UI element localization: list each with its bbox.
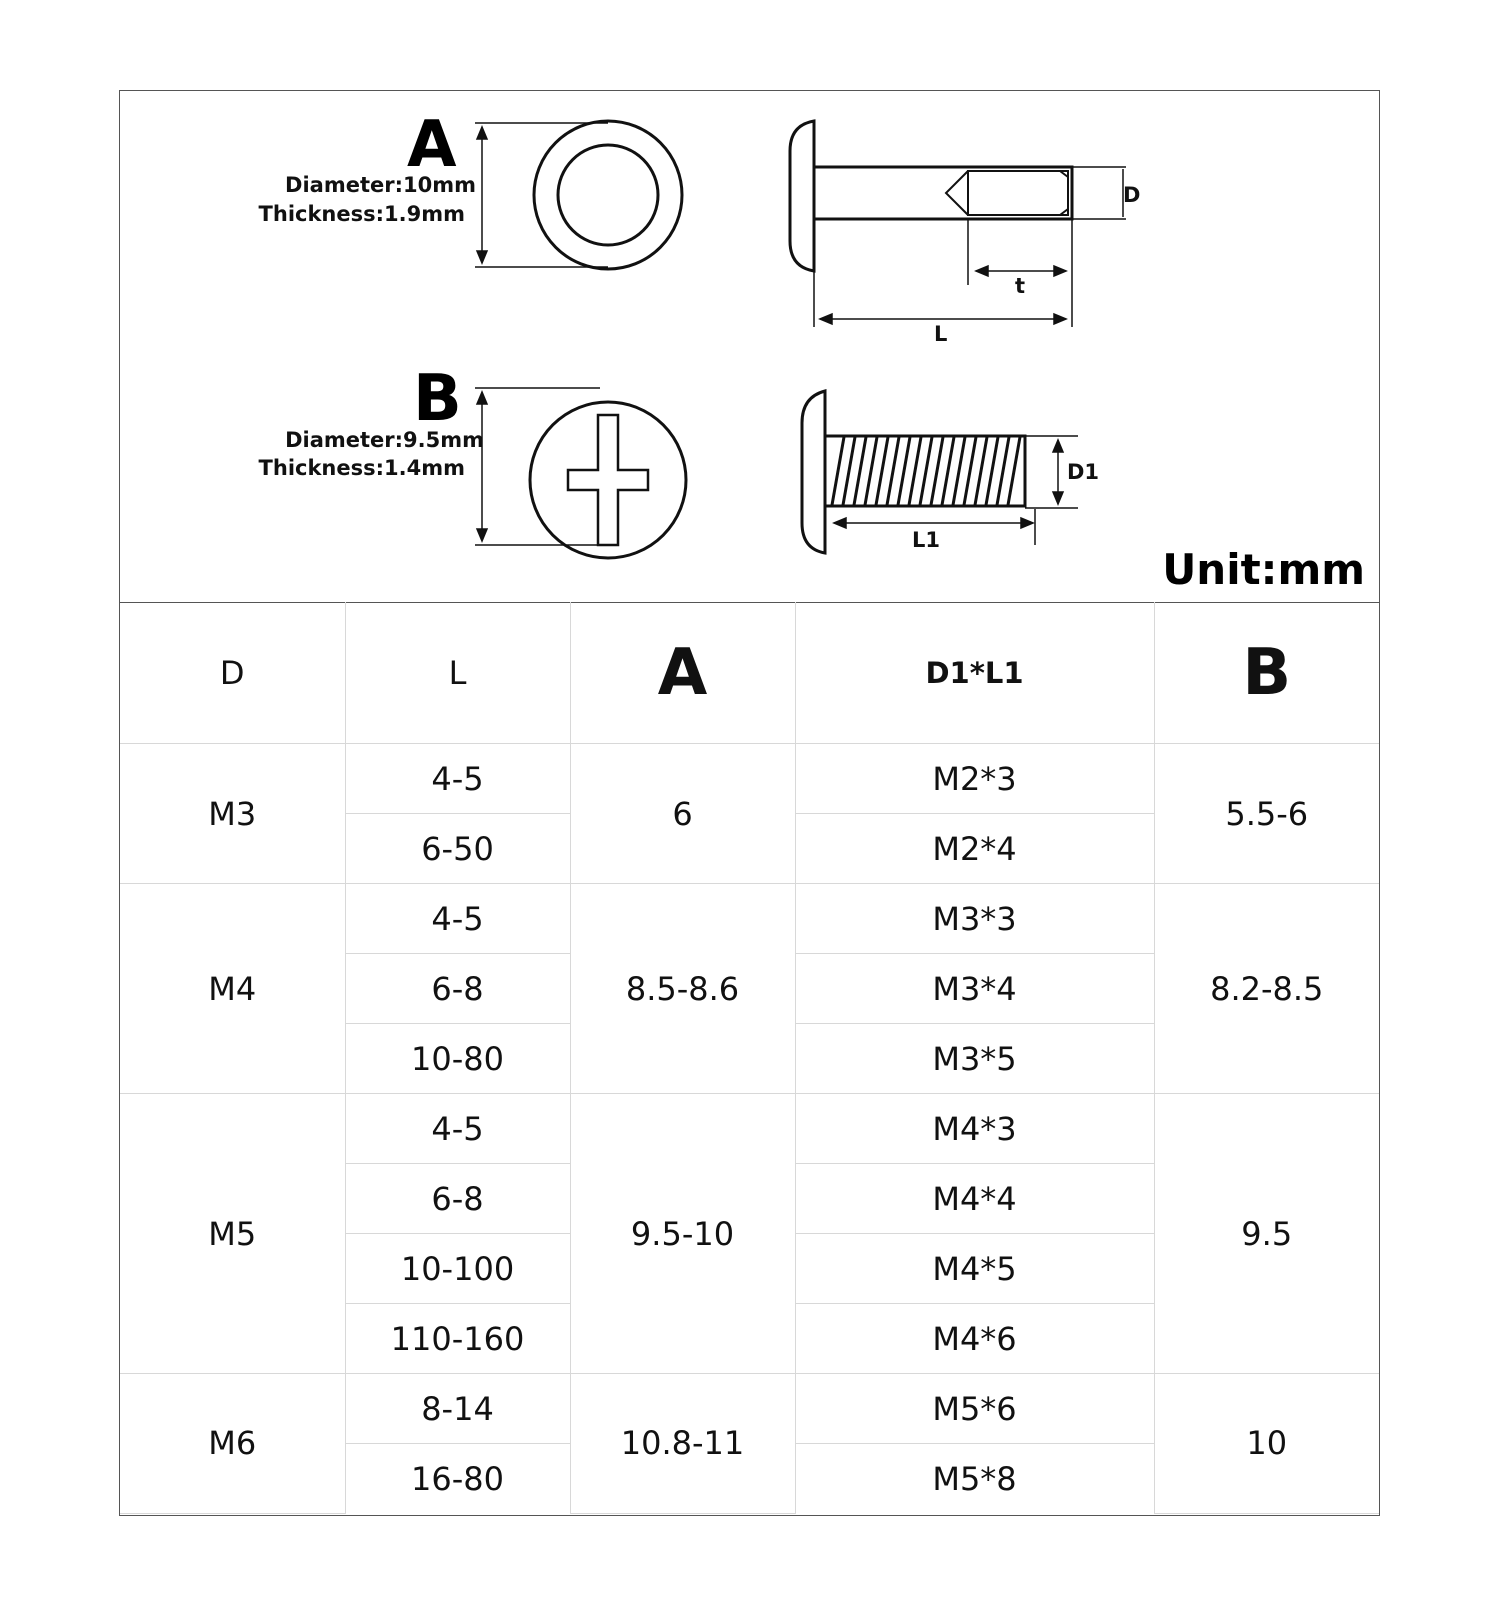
dim-d-label: D bbox=[1123, 183, 1141, 207]
cell-d1-l1: M3*5 bbox=[795, 1024, 1154, 1094]
screw-a-side-cone bbox=[946, 171, 968, 215]
cell-l: 4-5 bbox=[345, 1094, 570, 1164]
dim-t-arrow-right bbox=[1054, 266, 1066, 276]
thread-line bbox=[986, 437, 998, 505]
screw-b-head-circle bbox=[530, 402, 686, 558]
table-header-row bbox=[120, 603, 1379, 744]
thread-line bbox=[843, 437, 855, 505]
dim-d1-label: D1 bbox=[1067, 460, 1100, 484]
dim-l1-label: L1 bbox=[912, 528, 940, 552]
dim-d1-arrow-top bbox=[1053, 440, 1063, 452]
screw-b-thickness: Thickness:1.4mm bbox=[258, 456, 465, 480]
cell-l: 6-8 bbox=[345, 954, 570, 1024]
cell-d1-l1: M4*4 bbox=[795, 1164, 1154, 1234]
cell-d1-l1: M3*3 bbox=[795, 884, 1154, 954]
dim-b-arrow-bottom bbox=[477, 529, 487, 541]
cell-d1-l1: M3*4 bbox=[795, 954, 1154, 1024]
thread-line bbox=[1008, 437, 1020, 505]
cell-b: 10 bbox=[1154, 1374, 1379, 1514]
thread-line bbox=[876, 437, 888, 505]
header-a: A bbox=[570, 603, 795, 744]
dim-a-arrow-top bbox=[477, 127, 487, 139]
header-b: B bbox=[1154, 603, 1379, 744]
screw-a-head-outer-circle bbox=[534, 121, 682, 269]
table-row bbox=[120, 1094, 1379, 1164]
thread-line bbox=[865, 437, 877, 505]
dim-l-arrow-right bbox=[1054, 314, 1066, 324]
header-l: L bbox=[345, 603, 570, 744]
thread-line bbox=[942, 437, 954, 505]
thread-line bbox=[997, 437, 1009, 505]
screw-b-threads bbox=[832, 437, 1020, 505]
size-spec-table bbox=[120, 602, 1379, 1514]
screw-b-side-head bbox=[802, 391, 825, 553]
dim-l-arrow-left bbox=[820, 314, 832, 324]
cell-d1-l1: M2*3 bbox=[795, 744, 1154, 814]
cell-l: 10-80 bbox=[345, 1024, 570, 1094]
dim-t-label: t bbox=[1015, 274, 1026, 298]
cell-l: 16-80 bbox=[345, 1444, 570, 1514]
cell-d1-l1: M2*4 bbox=[795, 814, 1154, 884]
cell-d: M4 bbox=[120, 884, 345, 1094]
cell-d: M3 bbox=[120, 744, 345, 884]
unit-label: Unit:mm bbox=[1162, 545, 1365, 594]
table-row bbox=[120, 1374, 1379, 1444]
cell-l: 10-100 bbox=[345, 1234, 570, 1304]
dim-l1-arrow-left bbox=[834, 518, 846, 528]
dim-l1-arrow-right bbox=[1021, 518, 1033, 528]
cell-d1-l1: M5*6 bbox=[795, 1374, 1154, 1444]
screw-drawings bbox=[120, 91, 1381, 602]
screw-a-label: A bbox=[407, 108, 457, 182]
cell-d1-l1: M4*6 bbox=[795, 1304, 1154, 1374]
thread-line bbox=[920, 437, 932, 505]
cell-l: 6-8 bbox=[345, 1164, 570, 1234]
screw-a-side-shank bbox=[814, 167, 1072, 219]
screw-b-cross-recess bbox=[568, 415, 648, 545]
dim-t-arrow-left bbox=[976, 266, 988, 276]
table-row bbox=[120, 884, 1379, 954]
screw-a-diameter: Diameter:10mm bbox=[285, 173, 476, 197]
cell-b: 9.5 bbox=[1154, 1094, 1379, 1374]
spec-sheet-frame bbox=[119, 90, 1380, 1516]
thread-line bbox=[854, 437, 866, 505]
screw-a-side-socket bbox=[968, 171, 1068, 215]
thread-line bbox=[953, 437, 965, 505]
cell-b: 5.5-6 bbox=[1154, 744, 1379, 884]
dim-b-arrow-top bbox=[477, 392, 487, 404]
dim-a-arrow-bottom bbox=[477, 251, 487, 263]
screw-a-thickness: Thickness:1.9mm bbox=[258, 202, 465, 226]
cell-l: 8-14 bbox=[345, 1374, 570, 1444]
table-row bbox=[120, 744, 1379, 814]
thread-line bbox=[964, 437, 976, 505]
screw-b-label: B bbox=[413, 362, 462, 436]
header-d: D bbox=[120, 603, 345, 744]
thread-line bbox=[887, 437, 899, 505]
dim-d1-arrow-bottom bbox=[1053, 492, 1063, 504]
thread-line bbox=[832, 437, 844, 505]
cell-d: M6 bbox=[120, 1374, 345, 1514]
thread-line bbox=[931, 437, 943, 505]
cell-l: 110-160 bbox=[345, 1304, 570, 1374]
cell-a: 8.5-8.6 bbox=[570, 884, 795, 1094]
cell-a: 10.8-11 bbox=[570, 1374, 795, 1514]
screw-a-head-inner-circle bbox=[558, 145, 658, 245]
cell-l: 4-5 bbox=[345, 744, 570, 814]
cell-l: 6-50 bbox=[345, 814, 570, 884]
cell-d1-l1: M4*5 bbox=[795, 1234, 1154, 1304]
thread-line bbox=[909, 437, 921, 505]
screw-diagram-panel bbox=[120, 91, 1381, 602]
dim-l-label: L bbox=[934, 322, 948, 346]
cell-a: 9.5-10 bbox=[570, 1094, 795, 1374]
thread-line bbox=[898, 437, 910, 505]
cell-l: 4-5 bbox=[345, 884, 570, 954]
cell-d1-l1: M4*3 bbox=[795, 1094, 1154, 1164]
cell-b: 8.2-8.5 bbox=[1154, 884, 1379, 1094]
cell-d1-l1: M5*8 bbox=[795, 1444, 1154, 1514]
screw-b-diameter: Diameter:9.5mm bbox=[285, 428, 484, 452]
thread-line bbox=[975, 437, 987, 505]
header-d1-l1: D1*L1 bbox=[795, 603, 1154, 744]
cell-d: M5 bbox=[120, 1094, 345, 1374]
screw-a-side-head bbox=[790, 121, 814, 271]
cell-a: 6 bbox=[570, 744, 795, 884]
